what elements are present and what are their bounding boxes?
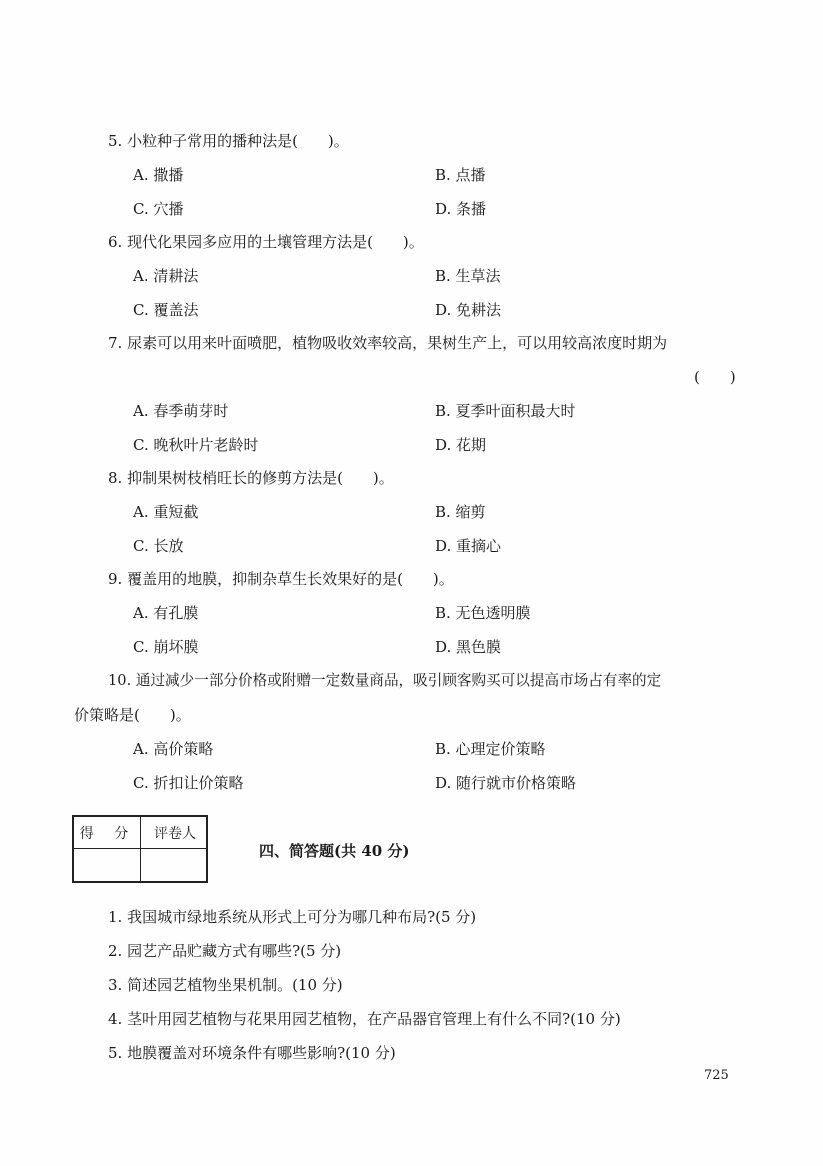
question-6: 6. 现代化果园多应用的土壤管理方法是( )。 [108, 233, 424, 251]
option-10a: A. 高价策略 [133, 740, 214, 758]
question-5: 5. 小粒种子常用的播种法是( )。 [108, 132, 349, 150]
question-7-blank: ( ) [694, 368, 736, 386]
option-6a: A. 清耕法 [133, 267, 199, 285]
page-number: 725 [704, 1068, 729, 1083]
option-5d: D. 条播 [435, 200, 487, 218]
grader-header: 评卷人 [154, 826, 196, 842]
question-10: 10. 通过减少一部分价格或附赠一定数量商品，吸引顾客购买可以提高市场占有率的定 [108, 672, 662, 689]
option-6c: C. 覆盖法 [133, 301, 199, 319]
option-9c: C. 崩坏膜 [133, 638, 199, 656]
option-6b: B. 生草法 [435, 267, 501, 285]
option-8b: B. 缩剪 [435, 503, 486, 521]
short-answer-1: 1. 我国城市绿地系统从形式上可分为哪几种布局?(5 分) [108, 908, 477, 926]
short-answer-2: 2. 园艺产品贮藏方式有哪些?(5 分) [108, 942, 342, 960]
option-7c: C. 晚秋叶片老龄时 [133, 436, 259, 454]
option-5c: C. 穴播 [133, 200, 184, 218]
short-answer-5: 5. 地膜覆盖对环境条件有哪些影响?(10 分) [108, 1044, 396, 1062]
score-header: 得 分 [79, 826, 137, 842]
option-8d: D. 重摘心 [435, 537, 502, 555]
option-8a: A. 重短截 [133, 503, 199, 521]
score-table [72, 815, 208, 883]
section-title: 四、简答题(共 40 分) [259, 842, 410, 860]
short-answer-3: 3. 简述园艺植物坐果机制。(10 分) [108, 976, 343, 994]
option-5b: B. 点播 [435, 166, 486, 184]
option-9b: B. 无色透明膜 [435, 604, 531, 622]
option-10b: B. 心理定价策略 [435, 740, 546, 758]
short-answer-4: 4. 茎叶用园艺植物与花果用园艺植物，在产品器官管理上有什么不同?(10 分) [108, 1010, 621, 1028]
option-8c: C. 长放 [133, 537, 184, 555]
question-10-cont: 价策略是( )。 [74, 706, 191, 724]
option-5a: A. 撒播 [133, 166, 184, 184]
option-7b: B. 夏季叶面积最大时 [435, 402, 576, 420]
option-10d: D. 随行就市价格策略 [435, 774, 577, 792]
option-7a: A. 春季萌芽时 [133, 402, 229, 420]
option-6d: D. 免耕法 [435, 301, 502, 319]
question-8: 8. 抑制果树枝梢旺长的修剪方法是( )。 [108, 469, 394, 487]
option-9a: A. 有孔膜 [133, 604, 199, 622]
question-7: 7. 尿素可以用来叶面喷肥，植物吸收效率较高，果树生产上，可以用较高浓度时期为 [108, 334, 668, 352]
question-9: 9. 覆盖用的地膜，抑制杂草生长效果好的是( )。 [108, 570, 454, 588]
option-7d: D. 花期 [435, 436, 487, 454]
option-10c: C. 折扣让价策略 [133, 774, 244, 792]
option-9d: D. 黑色膜 [435, 638, 502, 656]
